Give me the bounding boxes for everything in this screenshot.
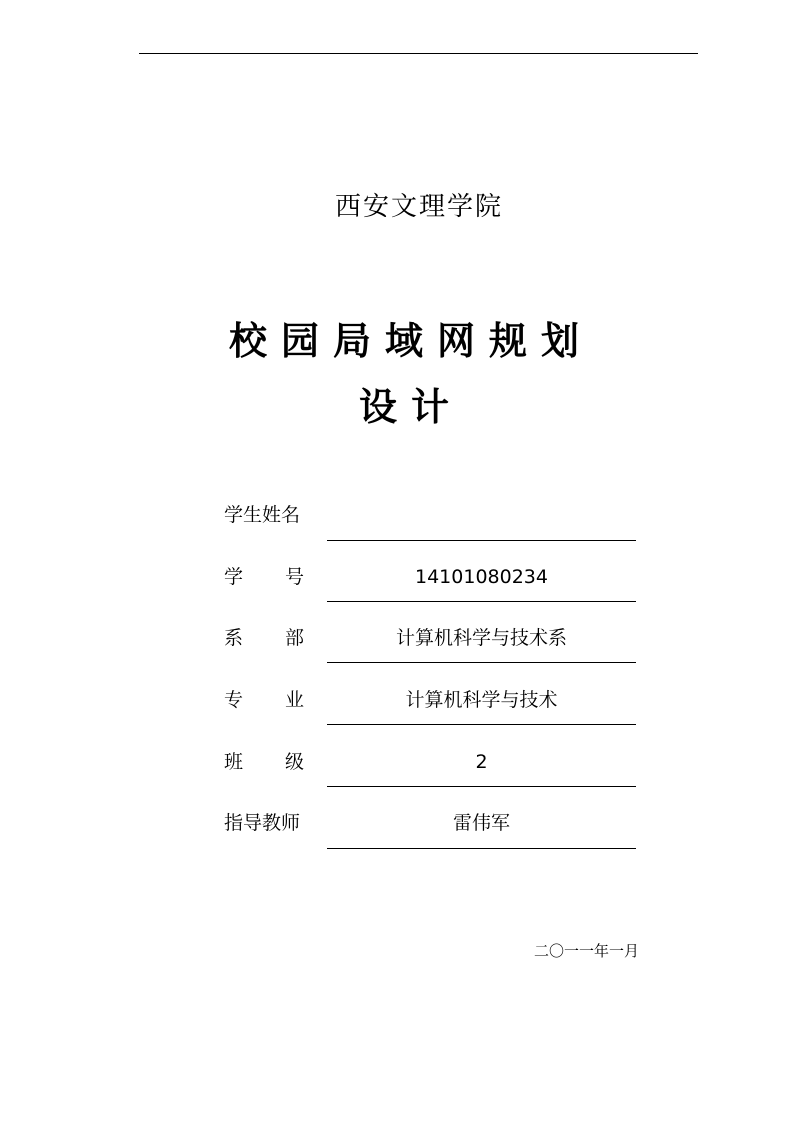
- label-text: 学生姓名: [224, 504, 301, 526]
- major-underline: [327, 724, 636, 725]
- school-name: 西安文理学院: [334, 192, 503, 222]
- major-value: 计算机科学与技术: [405, 689, 558, 711]
- student-id-value: 14101080234: [415, 566, 548, 588]
- label-char: 级: [284, 751, 304, 773]
- label-char: 系: [224, 627, 244, 649]
- label-char: 号: [284, 566, 304, 588]
- department-label: [224, 626, 304, 650]
- label-char: 学: [224, 566, 244, 588]
- student-name-label: [224, 503, 304, 527]
- class-value: 2: [475, 751, 488, 773]
- advisor-label: [224, 811, 304, 835]
- advisor-underline: [327, 848, 636, 849]
- advisor-value: 雷伟军: [452, 812, 510, 834]
- thesis-title-line-2: 设计: [358, 384, 463, 429]
- student-id-underline: [327, 601, 636, 602]
- major-label: [224, 688, 304, 712]
- label-char: 专: [224, 689, 244, 711]
- label-char: 业: [284, 689, 304, 711]
- date: 二〇一一年一月: [534, 942, 640, 960]
- label-char: 部: [284, 627, 304, 649]
- class-underline: [327, 786, 636, 787]
- student-id-label: [224, 565, 304, 589]
- department-value: 计算机科学与技术系: [395, 627, 567, 649]
- label-text: 指导教师: [224, 812, 301, 834]
- student-name-underline: [327, 540, 636, 541]
- label-char: 班: [224, 751, 244, 773]
- class-label: [224, 750, 304, 774]
- thesis-title-line-1: 校园局域网规划: [228, 318, 593, 363]
- department-underline: [327, 662, 636, 663]
- header-rule: [139, 53, 698, 54]
